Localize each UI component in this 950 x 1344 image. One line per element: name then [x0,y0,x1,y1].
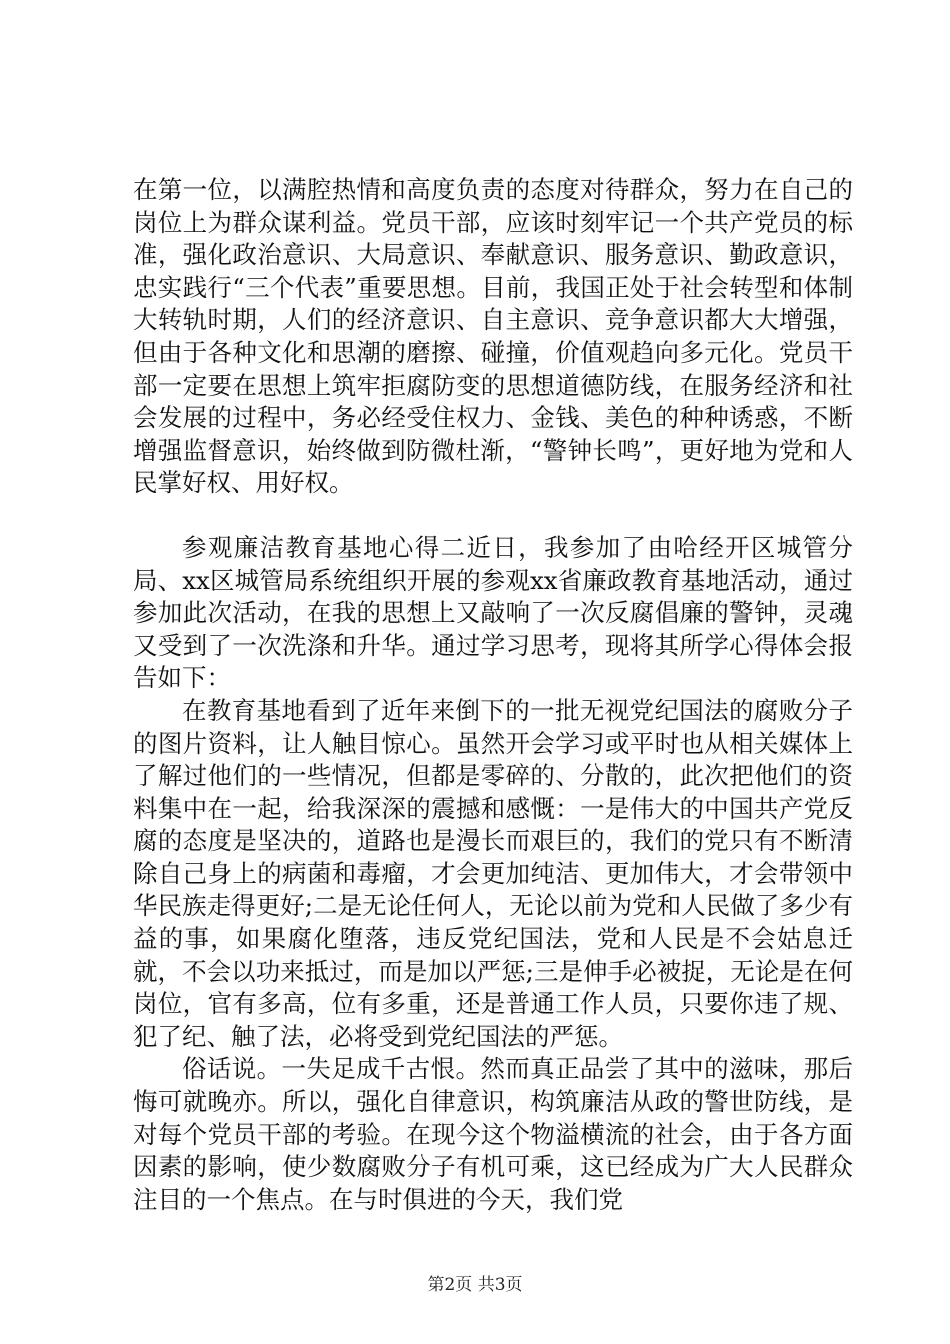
document-body [133,174,853,1216]
paragraph-4: 俗话说。一失足成千古恨。然而真正品尝了其中的滋味，那后悔可就晚亦。所以，强化自律意识，构筑廉洁从政的警世防线，是对每个党员干部的考验。在现今这个物溢横流的社会，由于各方面因素的影响，使少数腐败分子有机可乘，这已经成为广大人民群众注目的一个焦点。在与时俱进的今天，我们党 [133,1054,853,1214]
paragraph-gap [133,500,853,532]
paragraph-2: 参观廉洁教育基地心得二近日，我参加了由哈经开区城管分局、xx区城管局系统组织开展的参观xx省廉政教育基地活动，通过参加此次活动，在我的思想上又敲响了一次反腐倡廉的警钟，灵魂又受到了一次洗涤和升华。通过学习思考，现将其所学心得体会报告如下： [133,532,853,693]
page-footer: 第2页 共3页 [427,1275,523,1295]
paragraph-1: 在第一位，以满腔热情和高度负责的态度对待群众，努力在自己的岗位上为群众谋利益。党员干部，应该时刻牢记一个共产党员的标准，强化政治意识、大局意识、奉献意识、服务意识、勤政意识，忠实践行“三个代表”重要思想。目前，我国正处于社会转型和体制大转轨时期，人们的经济意识、自主意识、竞争意识都大大增强，但由于各种文化和思潮的磨擦、碰撞，价值观趋向多元化。党员干部一定要在思想上筑牢拒腐防变的思想道德防线，在服务经济和社会发展的过程中，务必经受住权力、金钱、美色的种种诱惑，不断增强监督意识，始终做到防微杜渐，“警钟长鸣”，更好地为党和人民掌好权、用好权。 [133,175,853,498]
paragraph-3: 在教育基地看到了近年来倒下的一批无视党纪国法的腐败分子的图片资料，让人触目惊心。虽然开会学习或平时也从相关媒体上了解过他们的一些情况，但都是零碎的、分散的，此次把他们的资料集中在一起，给我深深的震撼和感慨：一是伟大的中国共产党反腐的态度是坚决的，道路也是漫长而艰巨的，我们的党只有不断清除自己身上的病菌和毒瘤，才会更加纯洁、更加伟大，才会带领中华民族走得更好;二是无论任何人，无论以前为党和人民做了多少有益的事，如果腐化堕落，违反党纪国法，党和人民是不会姑息迁就，不会以功来抵过，而是加以严惩;三是伸手必被捉，无论是在何岗位，官有多高，位有多重，还是普通工作人员，只要你违了规、犯了纪、触了法，必将受到党纪国法的严惩。 [133,695,853,1051]
